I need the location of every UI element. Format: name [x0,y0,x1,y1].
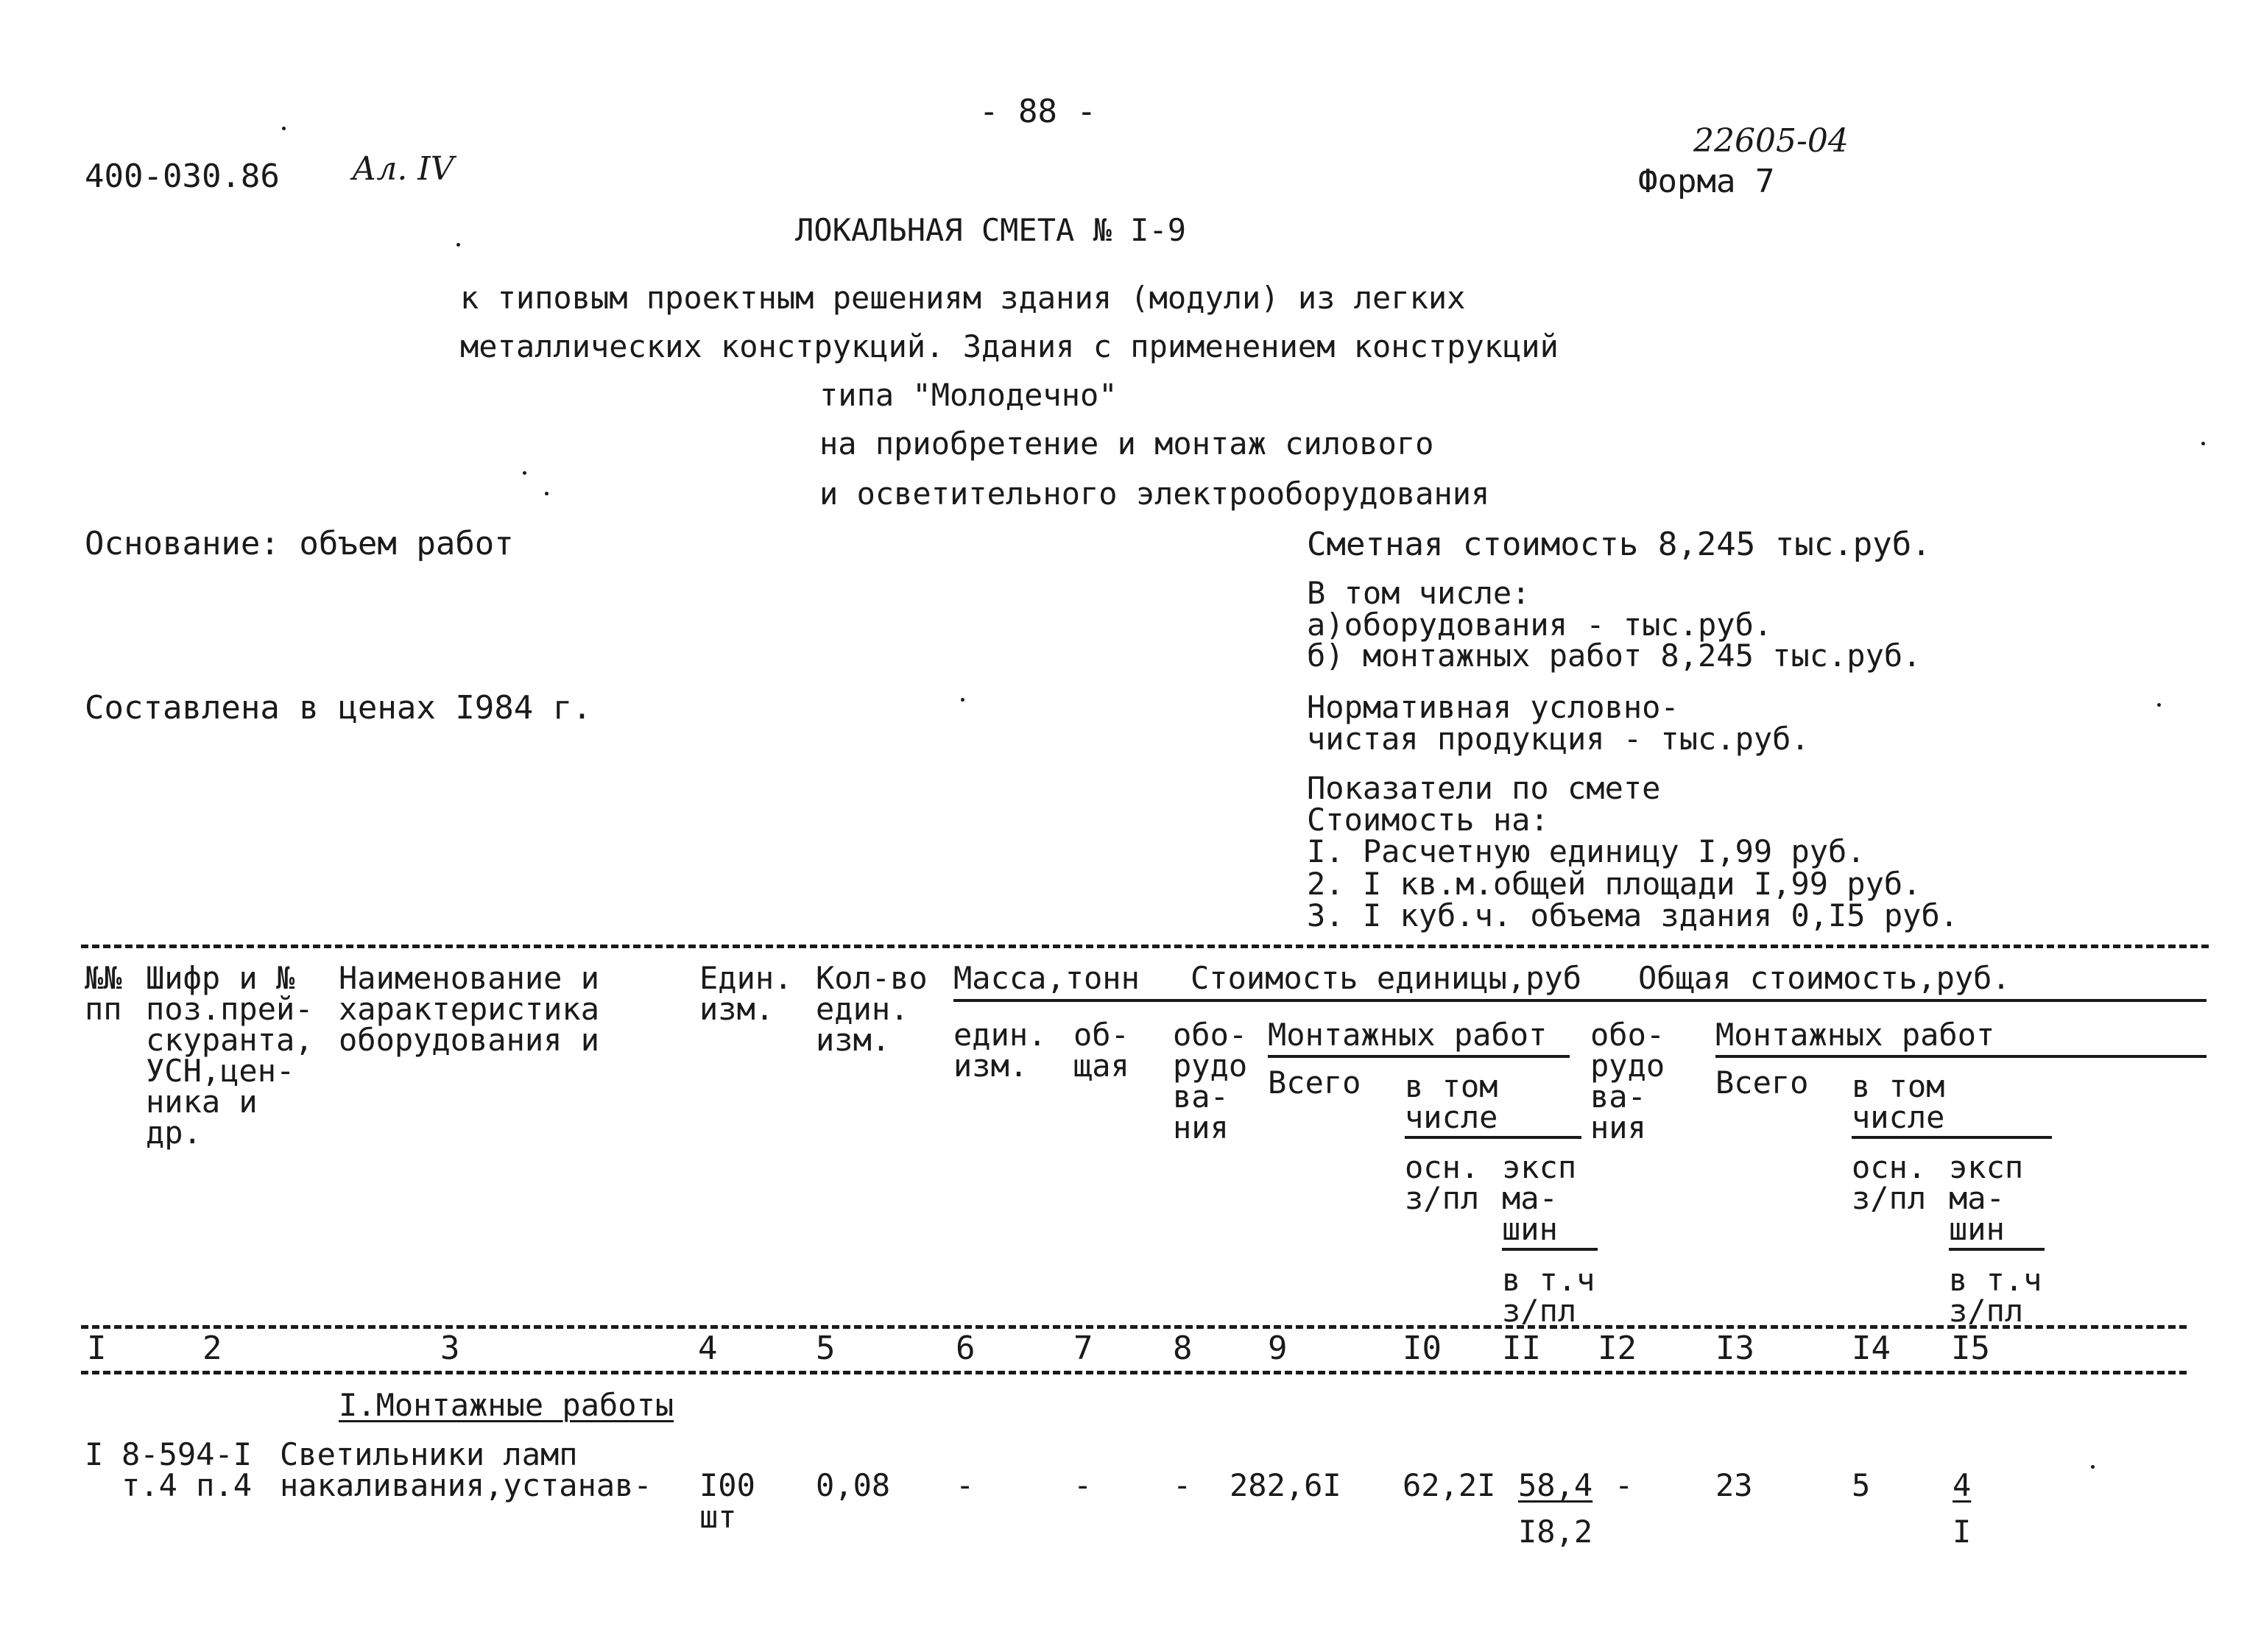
scan-speck [2201,442,2205,445]
indicators-heading: Показатели по смете [1307,770,1661,806]
hdr-osn-t-1: осн. [1852,1149,1927,1185]
scan-speck [282,127,286,130]
hdr-name-1: Наименование и [339,960,600,996]
colnum-10: I0 [1403,1330,1442,1367]
hdr-equip-u-3: ва- [1173,1079,1229,1115]
hdr-mount-t: Монтажных работ [1715,1017,1995,1053]
row-osn-zpl-total: 5 [1852,1467,1871,1503]
hdr-name-3: оборудования и [339,1022,600,1058]
hdr-incl-u-underline [1405,1136,1581,1139]
colnum-15: I5 [1951,1330,1990,1367]
colnum-6: 6 [956,1330,976,1367]
hdr-code-6: др. [146,1115,202,1151]
colnum-13: I3 [1715,1330,1754,1367]
hdr-eksp-t-underline [1949,1248,2045,1251]
hdr-incl-zpl-u-2: з/пл [1502,1293,1577,1329]
row-eksp-unit: 58,4 [1518,1467,1593,1503]
hdr-mount-u-underline [1268,1055,1570,1058]
colnum-4: 4 [698,1330,718,1367]
hdr-eksp-t-3: шин [1949,1211,2005,1247]
row-qty: 0,08 [816,1467,891,1503]
page-number: - 88 - [979,93,1096,130]
hdr-unit-cost: Стоимость единицы,руб [1191,960,1582,996]
hdr-qty-2: един. [816,991,909,1027]
hdr-equip-t-3: ва- [1590,1079,1646,1115]
row-code-2: т.4 п.4 [121,1467,253,1503]
colnum-8: 8 [1173,1330,1193,1367]
hdr-eksp-u-2: ма- [1502,1180,1558,1216]
prices-year-text: Составлена в ценах I984 г. [85,689,592,727]
hdr-eksp-u-3: шин [1502,1211,1558,1247]
hdr-equip-u-2: рудо [1173,1048,1248,1084]
hdr-code-4: УСН,цен- [146,1053,295,1089]
hdr-equip-u-1: обо- [1173,1017,1248,1053]
hdr-eksp-t-1: эксп [1949,1149,2024,1185]
row-eksp-total: 4 [1953,1467,1972,1503]
row-unit-2: шт [699,1499,737,1535]
colnum-2: 2 [202,1330,222,1367]
hdr-mount-t-underline [1715,1055,2207,1058]
hdr-osn-t-2: з/пл [1852,1180,1927,1216]
colnum-3: 3 [440,1330,460,1367]
cost-total: Сметная стоимость 8,245 тыс.руб. [1307,526,1931,563]
row-mass-unit: - [956,1467,975,1503]
row-equip-unit: - [1173,1467,1192,1503]
hdr-eksp-u-underline [1502,1248,1598,1251]
row-osn-zpl-unit: 62,2I [1403,1467,1496,1503]
hdr-qty-1: Кол-во [816,960,928,996]
hdr-vsego-u: Всего [1268,1065,1361,1101]
hdr-incl-u-2: числе [1405,1099,1498,1135]
row-unit-1: I00 [699,1467,755,1503]
hdr-group-underline [953,999,2207,1002]
row-eksp-zpl-total: I [1953,1514,1972,1550]
hdr-total-cost: Общая стоимость,руб. [1638,960,2011,996]
indicators-cost-on: Стоимость на: [1307,802,1549,838]
hdr-mass-unit-1: един. [953,1017,1047,1053]
row-equip-total: - [1615,1467,1634,1503]
hdr-eksp-t-2: ма- [1949,1180,2005,1216]
hdr-incl-zpl-t-1: в т.ч [1949,1262,2042,1298]
row-mount-total: 23 [1715,1467,1753,1503]
hdr-incl-zpl-t-2: з/пл [1949,1293,2024,1329]
album-mark: Ал. IV [352,150,454,188]
row-code-1: 8-594-I [121,1436,253,1472]
subtitle-line-5: и осветительного электрооборудования [819,476,1490,512]
hdr-mass-total-1: об- [1073,1017,1129,1053]
table-colnum-bottom-rule [81,1371,2187,1374]
hdr-eksp-u-1: эксп [1502,1149,1577,1185]
cost-equipment: а)оборудования - тыс.руб. [1307,607,1773,643]
hdr-code-1: Шифр и № [146,960,295,996]
hdr-unit-1: Един. [699,960,793,996]
table-header-bottom-rule [81,1325,2187,1329]
section-title: I.Монтажные работы [339,1387,674,1423]
colnum-1: I [87,1330,107,1367]
doc-code: 400-030.86 [85,158,280,195]
scan-speck [2157,703,2161,707]
scan-speck [2091,1465,2095,1469]
colnum-11: II [1502,1330,1541,1367]
indicator-3: 3. I куб.ч. объема здания 0,I5 руб. [1307,897,1959,933]
row-mount-total-unit: 282,6I [1230,1467,1341,1503]
form-label: Форма 7 [1638,163,1775,200]
norm-line-1: Нормативная условно- [1307,689,1679,725]
hdr-equip-t-2: рудо [1590,1048,1665,1084]
hdr-osn-u-1: осн. [1405,1149,1480,1185]
hdr-equip-t-4: ния [1590,1109,1646,1146]
scan-speck [523,471,526,475]
colnum-7: 7 [1073,1330,1093,1367]
subtitle-line-4: на приобретение и монтаж силового [819,426,1434,462]
hdr-osn-u-2: з/пл [1405,1180,1480,1216]
norm-line-2: чистая продукция - тыс.руб. [1307,721,1810,757]
row-name-2: накаливания,устанав- [280,1467,652,1503]
handwritten-code: 22605-04 [1693,122,1849,160]
colnum-9: 9 [1268,1330,1288,1367]
hdr-unit-2: изм. [699,991,775,1027]
row-mass-total: - [1073,1467,1093,1503]
hdr-incl-t-1: в том [1852,1068,1945,1104]
row-name-1: Светильники ламп [280,1436,578,1472]
hdr-incl-zpl-u-1: в т.ч [1502,1262,1595,1298]
hdr-equip-u-4: ния [1173,1109,1229,1146]
hdr-mount-u: Монтажных работ [1268,1017,1548,1053]
hdr-qty-3: изм. [816,1022,891,1058]
colnum-5: 5 [816,1330,836,1367]
row-eksp-zpl-unit: I8,2 [1518,1514,1593,1550]
hdr-mass: Масса,тонн [953,960,1140,996]
hdr-incl-u-1: в том [1405,1068,1498,1104]
subtitle-line-2: металлических конструкций. Здания с применением конструкций [460,328,1559,364]
hdr-mass-total-2: щая [1073,1048,1129,1084]
cost-incl: В том числе: [1307,575,1531,611]
row-num: I [85,1436,104,1472]
hdr-code-2: поз.прей- [146,991,314,1027]
hdr-num-2: пп [85,991,122,1027]
basis-text: Основание: объем работ [85,525,514,562]
subtitle-line-3: типа "Молодечно" [819,377,1118,413]
colnum-12: I2 [1598,1330,1637,1367]
cost-mounting: б) монтажных работ 8,245 тыс.руб. [1307,638,1922,674]
estimate-title: ЛОКАЛЬНАЯ СМЕТА № I-9 [795,212,1187,248]
hdr-equip-t-1: обо- [1590,1017,1665,1053]
subtitle-line-1: к типовым проектным решениям здания (модули) из легких [460,280,1466,316]
hdr-incl-t-underline [1852,1136,2052,1139]
scan-speck [545,492,549,495]
hdr-incl-t-2: числе [1852,1099,1945,1135]
hdr-vsego-t: Всего [1715,1065,1809,1101]
hdr-name-2: характеристика [339,991,600,1027]
table-top-rule [81,945,2209,948]
hdr-mass-unit-2: изм. [953,1048,1029,1084]
hdr-num-1: №№ [85,960,122,996]
scan-speck [456,243,460,247]
hdr-code-5: ника и [146,1084,258,1120]
colnum-14: I4 [1852,1330,1891,1367]
scan-speck [961,698,964,702]
indicator-2: 2. I кв.м.общей площади I,99 руб. [1307,866,1922,902]
hdr-code-3: скуранта, [146,1022,314,1058]
indicator-1: I. Расчетную единицу I,99 руб. [1307,833,1866,869]
